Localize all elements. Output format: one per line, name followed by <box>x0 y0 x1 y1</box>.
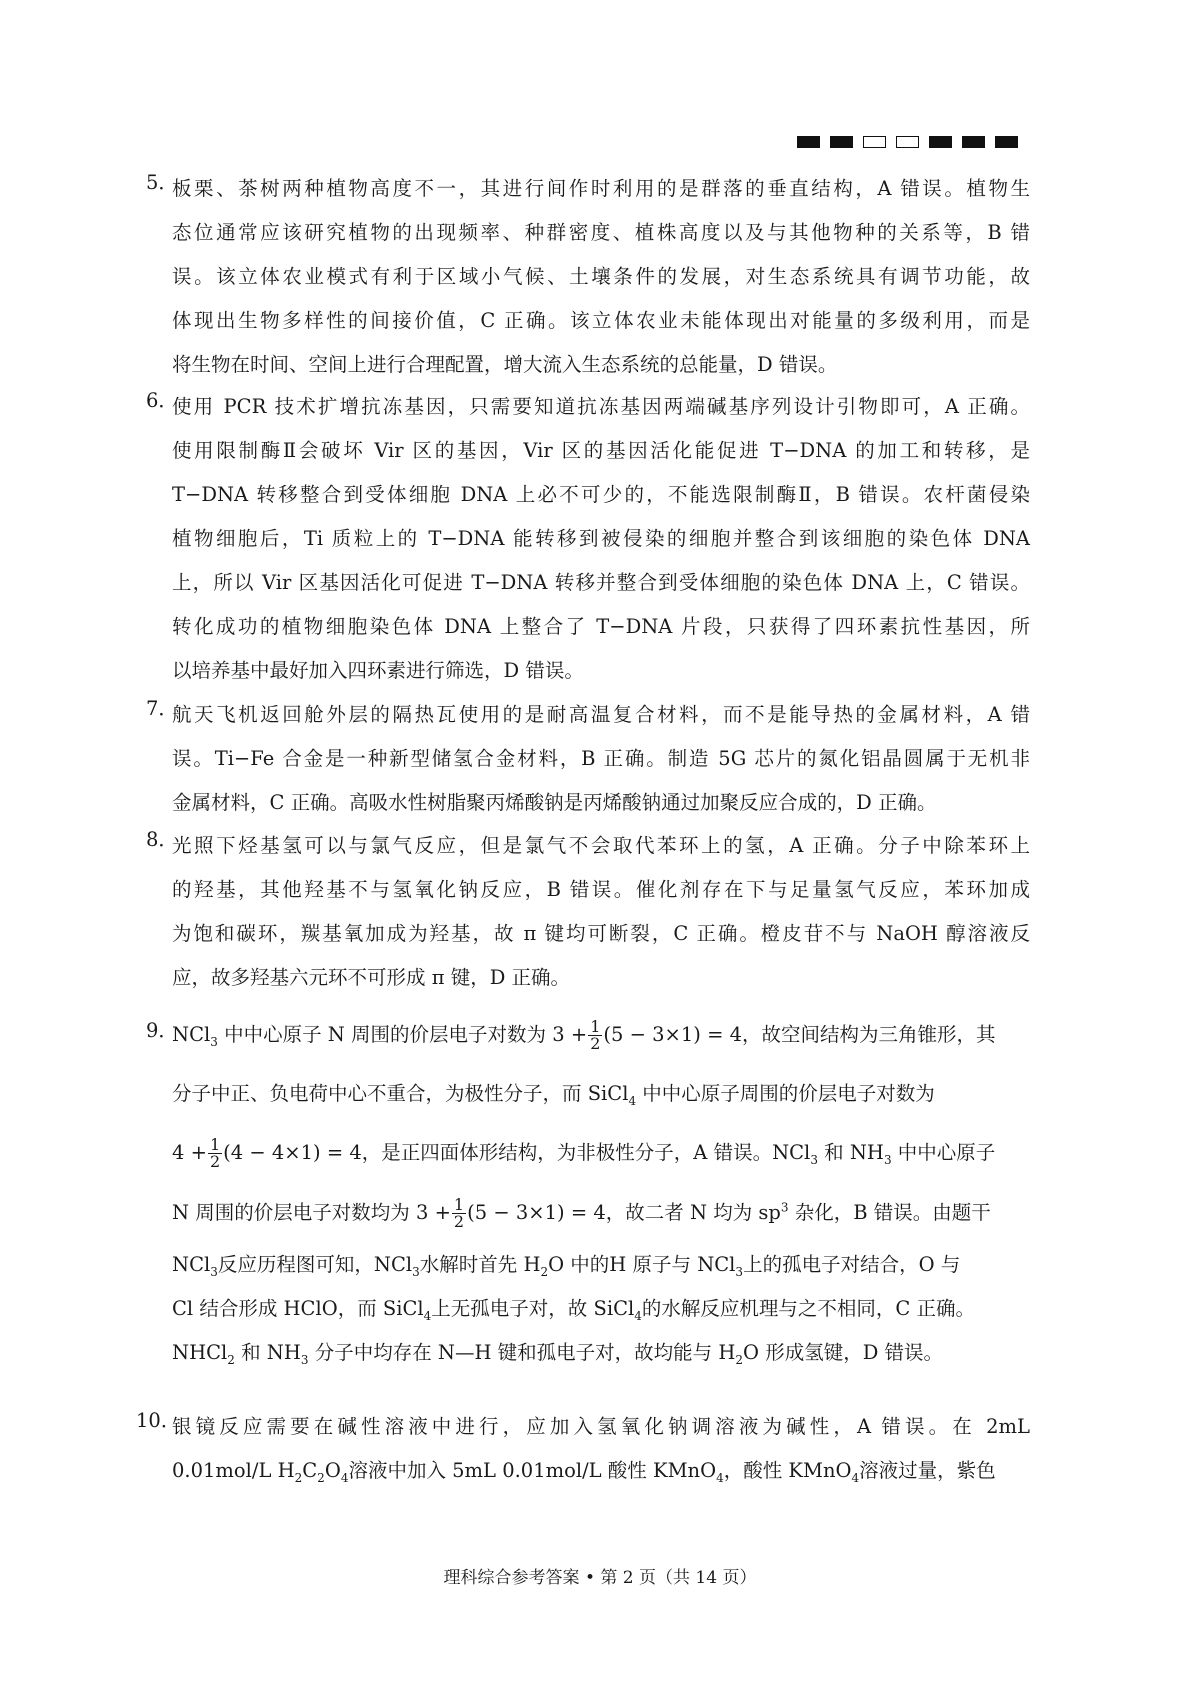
header-mark-6 <box>962 136 985 148</box>
question-number: 7． <box>146 697 178 720</box>
answer-line: 板栗、茶树两种植物高度不一，其进行间作时利用的是群落的垂直结构，A 错误。植物生 <box>172 177 1030 200</box>
answer-6 <box>146 385 1030 693</box>
answer-line: 使用 PCR 技术扩增抗冻基因，只需要知道抗冻基因两端碱基序列设计引物即可，A 正确。 <box>172 395 1030 418</box>
fraction: $\frac{1}{2}$ <box>590 1017 601 1053</box>
answer-line: 态位通常应该研究植物的出现频率、种群密度、植株高度以及与其他物种的关系等，B 错 <box>172 221 1030 244</box>
page-footer: 理科综合参考答案 • 第 2 页（共 14 页） <box>443 1568 757 1588</box>
answer-5 <box>146 167 1030 387</box>
answer-line: 的羟基，其他羟基不与氢氧化钠反应，B 错误。催化剂存在下与足量氢气反应，苯环加成 <box>172 878 1030 901</box>
header-marks <box>797 136 1018 150</box>
answer-line: 应，故多羟基六元环不可形成 π 键，D 正确。 <box>172 966 571 989</box>
answer-8 <box>146 824 1030 1000</box>
answer-7 <box>146 693 1030 825</box>
header-mark-1 <box>797 136 820 148</box>
answer-line: 4 + $\frac{1}{2}$ (4 − 4×1) = 4，是正四面体形结构，为非极性分子，A 错误。NCl$_3$ 和 $NH_3$ 中中心原子 <box>172 1135 996 1171</box>
answer-10 <box>136 1405 1030 1493</box>
answer-line: NHCl$_2$ 和 $NH_3$ 分子中均存在 N—H 键和孤电子对，故均能与 $H_2O$ 形成氢键，D 错误。 <box>172 1341 944 1367</box>
fraction: $\frac{1}{2}$ <box>453 1195 465 1231</box>
header-mark-4 <box>896 136 919 148</box>
answer-line: NCl$_3$ 中中心原子 N 周围的价层电子对数为 3 + $\frac{1}{2}$ (5 − 3×1) = 4，故空间结构为三角锥形，其 <box>172 1017 996 1053</box>
answer-line: 植物细胞后，Ti 质粒上的 T−DNA 能转移到被侵染的细胞并整合到该细胞的染色体 DNA <box>172 527 1030 550</box>
answer-line: 体现出生物多样性的间接价值，C 正确。该立体农业未能体现出对能量的多级利用，而是 <box>172 309 1030 332</box>
answer-line: 误。该立体农业模式有利于区域小气候、土壤条件的发展，对生态系统具有调节功能，故 <box>172 265 1030 288</box>
answer-line: 分子中正、负电荷中心不重合，为极性分子，而 SiCl$_4$ 中中心原子周围的价层电子对数为 <box>172 1082 935 1108</box>
answer-line: NCl$_3$反应历程图可知，NCl$_3$水解时首先 $H_2O$ 中的H 原子与 NCl$_3$上的孤电子对结合，O 与 <box>172 1253 961 1279</box>
answer-line: 银镜反应需要在碱性溶液中进行，应加入氢氧化钠调溶液为碱性，A 错误。在 2mL <box>172 1415 1030 1438</box>
answer-line: 0.01mol/L $H_2C_2O_4$溶液中加入 5mL 0.01mol/L 酸性 KMnO$_4$，酸性 KMnO$_4$溶液过量，紫色 <box>172 1459 996 1485</box>
answer-line: 误。Ti−Fe 合金是一种新型储氢合金材料，B 正确。制造 5G 芯片的氮化铝晶圆属于无机非 <box>172 747 1030 770</box>
answer-line: T−DNA 转移整合到受体细胞 DNA 上必不可少的，不能选限制酶Ⅱ，B 错误。农杆菌侵染 <box>172 483 1030 506</box>
answer-line: 以培养基中最好加入四环素进行筛选，D 错误。 <box>172 659 584 682</box>
fraction: $\frac{1}{2}$ <box>209 1135 221 1171</box>
answer-line: 转化成功的植物细胞染色体 DNA 上整合了 T−DNA 片段，只获得了四环素抗性基因，所 <box>172 615 1030 638</box>
answer-line: 光照下烃基氢可以与氯气反应，但是氯气不会取代苯环上的氢，A 正确。分子中除苯环上 <box>172 834 1030 857</box>
header-mark-3 <box>863 136 886 148</box>
question-number: 8． <box>146 828 178 851</box>
answer-line: N 周围的价层电子对数均为 3 + $\frac{1}{2}$ (5 − 3×1) = 4，故二者 N 均为 $sp^3$ 杂化，B 错误。由题干 <box>172 1195 991 1231</box>
question-number: 5． <box>146 171 178 194</box>
header-mark-2 <box>830 136 853 148</box>
answer-line: 使用限制酶Ⅱ会破坏 Vir 区的基因，Vir 区的基因活化能促进 T−DNA 的加工和转移，是 <box>172 439 1030 462</box>
header-mark-7 <box>995 136 1018 148</box>
answer-line: 金属材料，C 正确。高吸水性树脂聚丙烯酸钠是丙烯酸钠通过加聚反应合成的，D 正确。 <box>172 791 937 814</box>
answer-line: 航天飞机返回舱外层的隔热瓦使用的是耐高温复合材料，而不是能导热的金属材料，A 错 <box>172 703 1030 726</box>
question-number: 9． <box>146 1019 178 1042</box>
answer-line: 为饱和碳环，羰基氧加成为羟基，故 π 键均可断裂，C 正确。橙皮苷不与 NaOH 醇溶液反 <box>172 922 1030 945</box>
header-mark-5 <box>929 136 952 148</box>
question-number: 6． <box>146 389 178 412</box>
question-number: 10． <box>136 1409 181 1432</box>
answer-line: 上，所以 Vir 区基因活化可促进 T−DNA 转移并整合到受体细胞的染色体 DNA 上，C 错误。 <box>172 571 1030 594</box>
answer-line: Cl 结合形成 HClO，而 SiCl$_4$上无孤电子对，故 SiCl$_4$的水解反应机理与之不相同，C 正确。 <box>172 1297 976 1323</box>
answer-line: 将生物在时间、空间上进行合理配置，增大流入生态系统的总能量，D 错误。 <box>172 353 838 376</box>
answer-9 <box>146 1005 1030 1375</box>
